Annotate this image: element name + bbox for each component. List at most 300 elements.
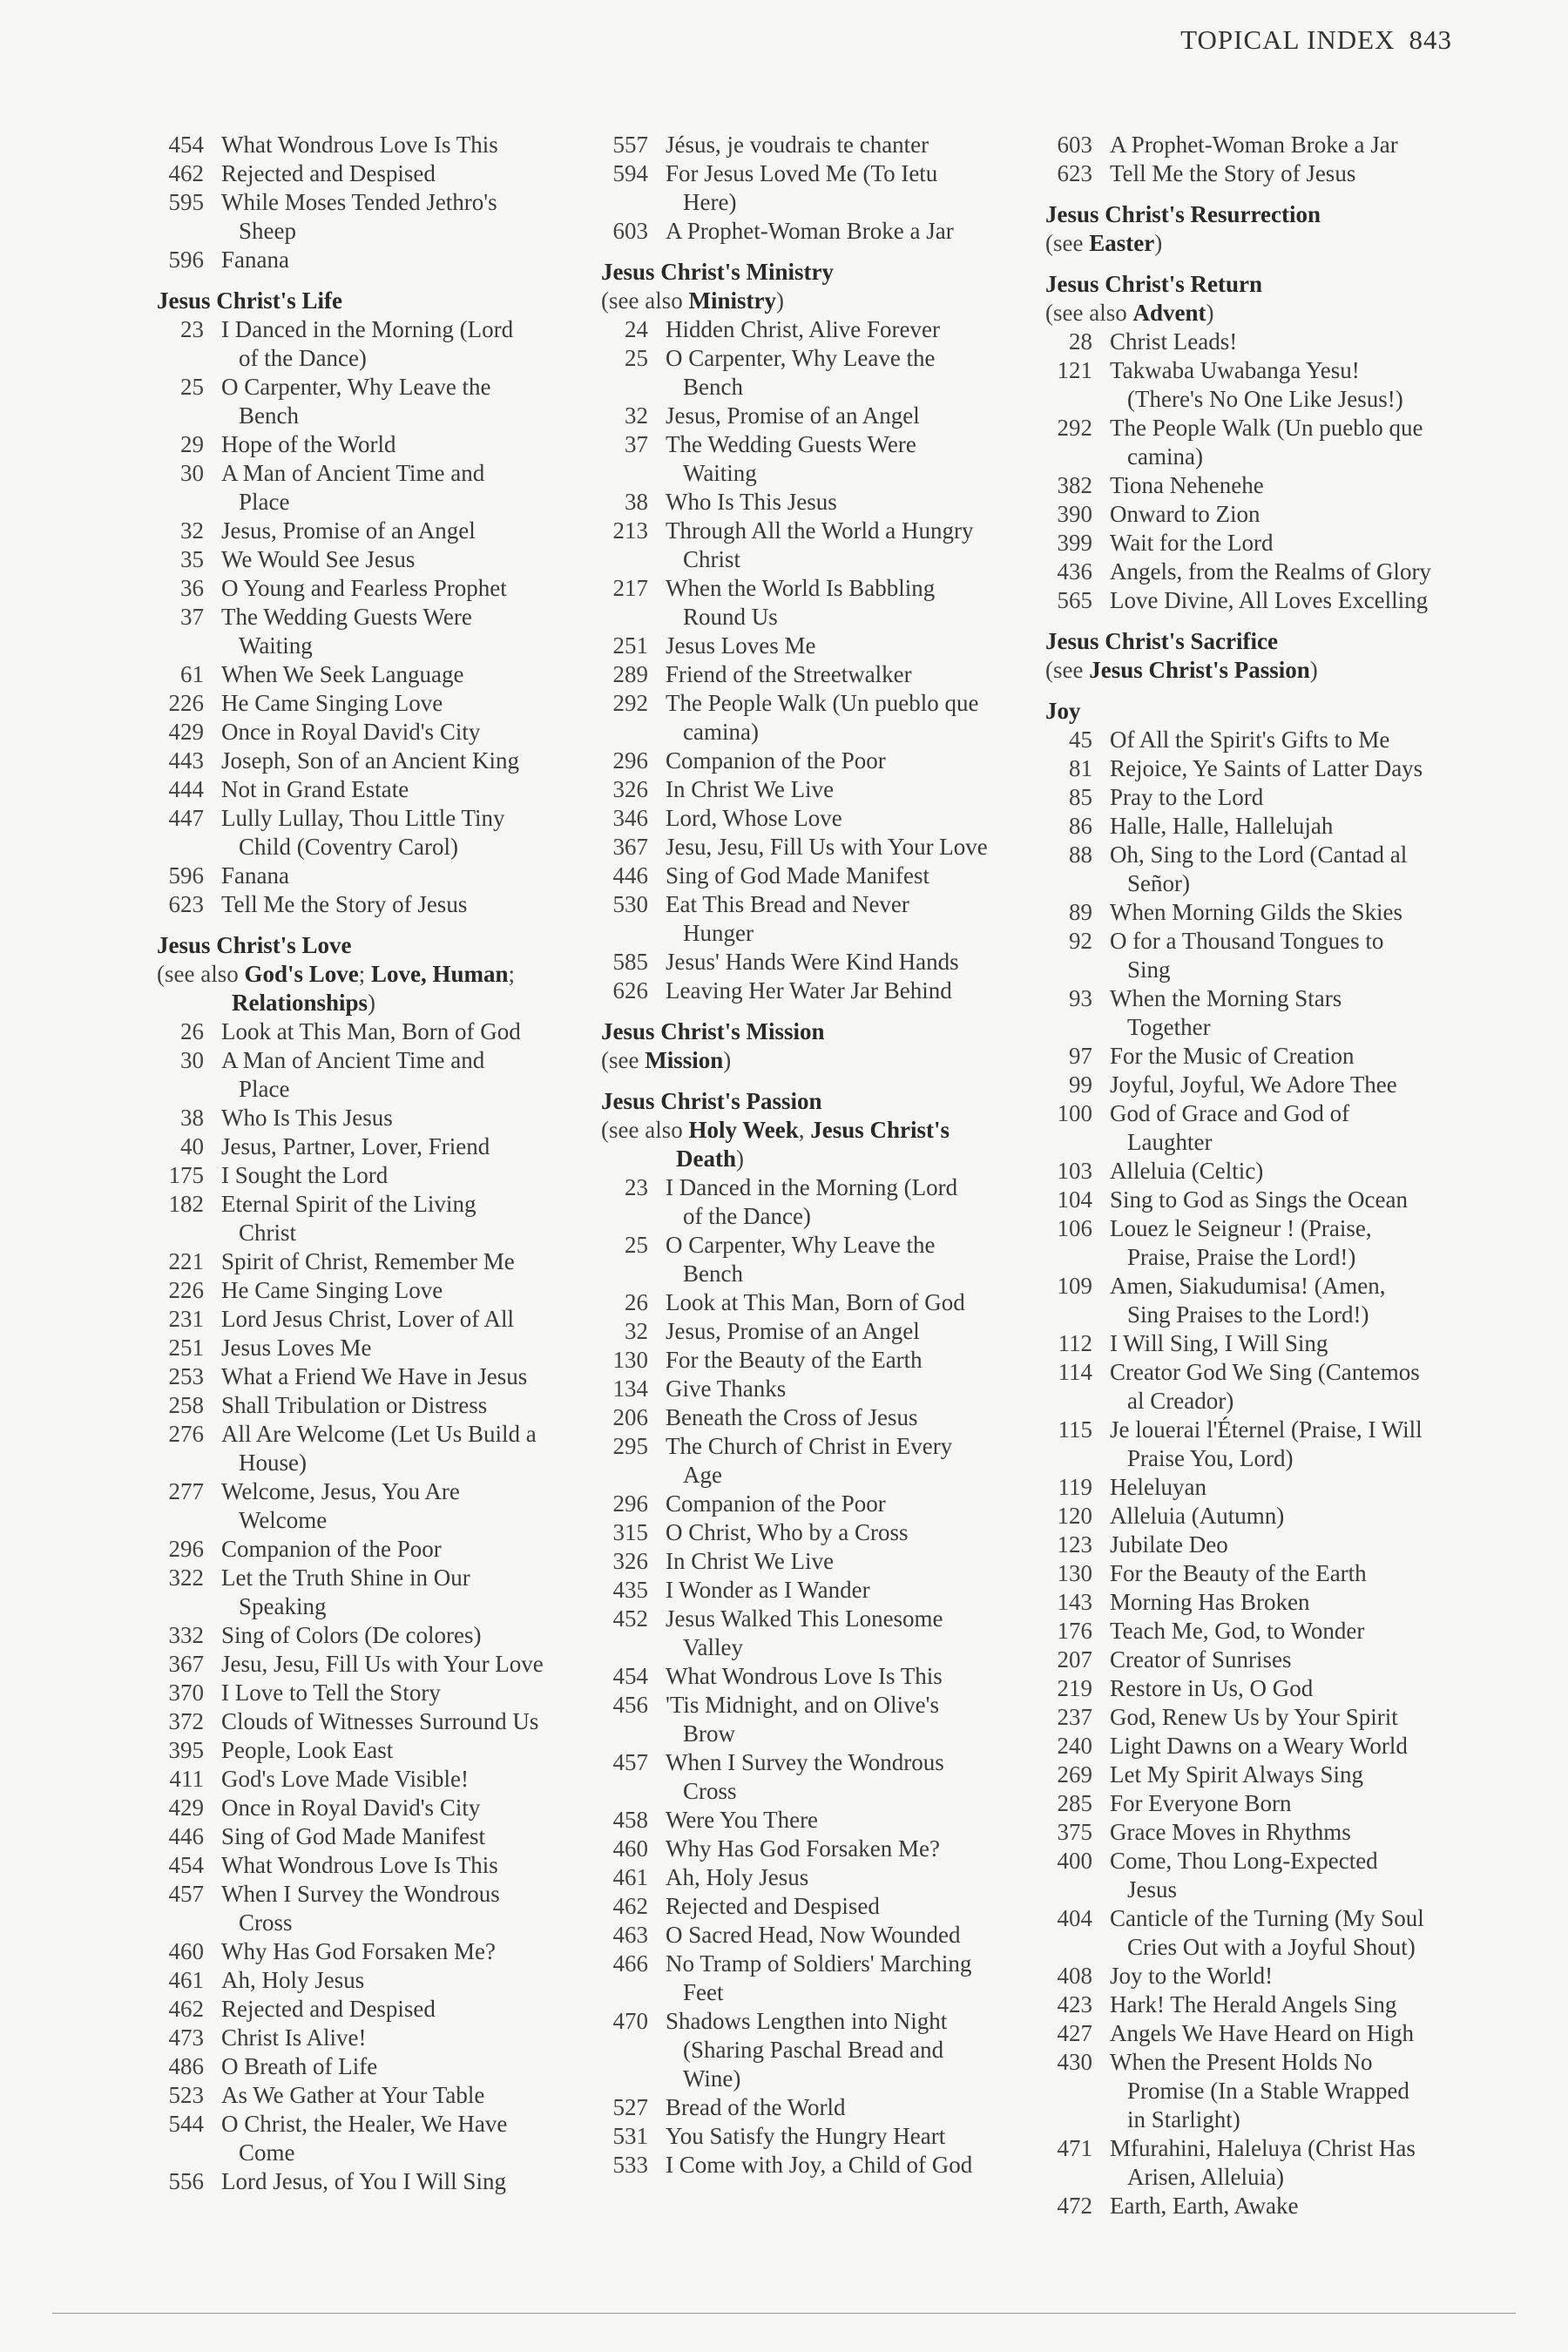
index-entry bbox=[601, 217, 1028, 246]
index-entry bbox=[601, 1748, 1028, 1806]
hymn-title bbox=[221, 2024, 584, 2052]
index-entry bbox=[157, 517, 584, 545]
index-entry bbox=[601, 131, 1028, 159]
hymn-title bbox=[666, 315, 1028, 344]
hymn-title-line: Clouds of Witnesses Surround Us bbox=[221, 1708, 539, 1734]
hymn-title bbox=[221, 862, 584, 890]
hymn-title-line: Round Us bbox=[683, 604, 778, 630]
hymn-title bbox=[666, 1892, 1028, 1921]
hymn-number: 473 bbox=[168, 2024, 204, 2051]
hymn-title-line: Give Thanks bbox=[666, 1375, 787, 1402]
hymn-number: 454 bbox=[612, 1663, 648, 1689]
hymn-number: 89 bbox=[1069, 899, 1092, 925]
index-entry bbox=[601, 1950, 1028, 2007]
hymn-title bbox=[666, 689, 1028, 747]
hymn-title bbox=[666, 1403, 1028, 1432]
index-entry bbox=[1045, 500, 1463, 529]
hymn-number: 104 bbox=[1057, 1186, 1092, 1213]
index-entry bbox=[601, 159, 1028, 217]
hymn-number: 544 bbox=[168, 2111, 204, 2137]
hymn-title-line: Rejected and Despised bbox=[666, 1893, 880, 1919]
hymn-title-line: Hunger bbox=[683, 920, 754, 946]
hymn-title bbox=[1110, 1962, 1463, 1990]
hymn-title-line: Earth, Earth, Awake bbox=[1110, 2193, 1299, 2219]
hymn-title bbox=[1110, 1071, 1463, 1099]
index-title: TOPICAL INDEX bbox=[1180, 24, 1396, 55]
index-entry bbox=[157, 1736, 584, 1765]
hymn-title bbox=[666, 890, 1028, 948]
hymn-title bbox=[221, 660, 584, 689]
index-entry bbox=[1045, 898, 1463, 927]
hymn-title bbox=[666, 159, 1028, 217]
index-entry bbox=[1045, 1157, 1463, 1186]
hymn-number: 460 bbox=[612, 1835, 648, 1862]
hymn-title bbox=[221, 159, 584, 188]
hymn-title-line: Place bbox=[239, 489, 290, 515]
hymn-title-line: I Love to Tell the Story bbox=[221, 1680, 441, 1706]
hymn-title bbox=[666, 1950, 1028, 2007]
hymn-title-line: Beneath the Cross of Jesus bbox=[666, 1404, 918, 1430]
cross-reference bbox=[157, 960, 584, 1017]
index-entry bbox=[1045, 1617, 1463, 1646]
hymn-title bbox=[666, 517, 1028, 574]
hymn-title-line: When We Seek Language bbox=[221, 661, 464, 687]
index-entry bbox=[601, 488, 1028, 517]
index-entry bbox=[601, 1892, 1028, 1921]
index-entry bbox=[1045, 1559, 1463, 1588]
index-entry bbox=[157, 430, 584, 459]
hymn-title bbox=[666, 1605, 1028, 1662]
hymn-title bbox=[1110, 812, 1463, 841]
hymn-number: 295 bbox=[612, 1433, 648, 1459]
hymn-title bbox=[1110, 1847, 1463, 1904]
hymn-number: 25 bbox=[180, 374, 204, 400]
hymn-number: 32 bbox=[625, 1318, 648, 1344]
cross-reference-line: Relationships) bbox=[232, 990, 376, 1016]
hymn-title-line: Jesus, Promise of an Angel bbox=[666, 1318, 920, 1344]
index-entry bbox=[157, 1046, 584, 1104]
hymn-title bbox=[666, 1346, 1028, 1375]
index-entry bbox=[1045, 328, 1463, 356]
hymn-number: 595 bbox=[168, 189, 204, 215]
hymn-title bbox=[666, 1288, 1028, 1317]
hymn-title-line: The Wedding Guests Were bbox=[221, 604, 472, 630]
hymn-title-line: O Sacred Head, Now Wounded bbox=[666, 1922, 961, 1948]
hymn-title-line: Laughter bbox=[1127, 1129, 1213, 1155]
hymn-title bbox=[1110, 1559, 1463, 1588]
hymn-title-line: Tell Me the Story of Jesus bbox=[221, 891, 468, 917]
hymn-title-line: When I Survey the Wondrous bbox=[666, 1749, 944, 1775]
index-entry bbox=[601, 1432, 1028, 1490]
hymn-title-line: Friend of the Streetwalker bbox=[666, 661, 912, 687]
index-entry bbox=[157, 1822, 584, 1851]
hymn-title-line: (Sharing Paschal Bread and bbox=[683, 2037, 944, 2063]
hymn-number: 399 bbox=[1057, 530, 1092, 556]
hymn-number: 454 bbox=[168, 132, 204, 158]
hymn-title-line: Shadows Lengthen into Night bbox=[666, 2008, 948, 2034]
hymn-title bbox=[1110, 1473, 1463, 1502]
index-entry bbox=[601, 1576, 1028, 1605]
index-entry bbox=[157, 1362, 584, 1391]
index-entry bbox=[601, 1490, 1028, 1518]
hymn-title bbox=[666, 2007, 1028, 2093]
hymn-title bbox=[1110, 1674, 1463, 1703]
hymn-title bbox=[666, 217, 1028, 246]
hymn-title bbox=[221, 2081, 584, 2110]
index-entry bbox=[601, 689, 1028, 747]
index-entry bbox=[157, 2081, 584, 2110]
index-entry bbox=[1045, 1473, 1463, 1502]
index-entry bbox=[157, 574, 584, 603]
hymn-number: 120 bbox=[1057, 1503, 1092, 1529]
index-entry bbox=[601, 1691, 1028, 1748]
hymn-number: 367 bbox=[168, 1651, 204, 1677]
hymn-title-line: In Christ We Live bbox=[666, 1548, 835, 1574]
index-entry bbox=[157, 603, 584, 660]
hymn-title-line: When I Survey the Wondrous bbox=[221, 1881, 500, 1907]
hymn-title-line: Here) bbox=[683, 189, 737, 215]
index-entry bbox=[601, 1863, 1028, 1892]
hymn-title-line: Halle, Halle, Hallelujah bbox=[1110, 813, 1334, 839]
index-entry bbox=[601, 1346, 1028, 1375]
hymn-number: 623 bbox=[168, 891, 204, 917]
hymn-title-line: Jesu, Jesu, Fill Us with Your Love bbox=[221, 1651, 544, 1677]
hymn-number: 367 bbox=[612, 834, 648, 860]
hymn-number: 251 bbox=[612, 632, 648, 659]
hymn-number: 32 bbox=[180, 517, 204, 544]
hymn-title bbox=[1110, 1818, 1463, 1847]
hymn-title-line: The People Walk (Un pueblo que bbox=[666, 690, 979, 716]
cross-reference bbox=[601, 1046, 1028, 1075]
hymn-title-line: All Are Welcome (Let Us Build a bbox=[221, 1421, 537, 1447]
hymn-title bbox=[221, 2110, 584, 2167]
index-entry bbox=[157, 1707, 584, 1736]
topic-heading: Jesus Christ's Life bbox=[157, 287, 343, 314]
index-entry bbox=[601, 430, 1028, 488]
hymn-title-line: While Moses Tended Jethro's bbox=[221, 189, 497, 215]
hymn-title-line: Bread of the World bbox=[666, 2094, 846, 2120]
hymn-title-line: (There's No One Like Jesus!) bbox=[1127, 386, 1403, 412]
hymn-title-line: camina) bbox=[683, 719, 759, 745]
hymn-title-line: Amen, Siakudumisa! (Amen, bbox=[1110, 1273, 1386, 1299]
hymn-title-line: Jesus Loves Me bbox=[221, 1335, 372, 1361]
hymn-title-line: O Carpenter, Why Leave the bbox=[666, 1232, 936, 1258]
index-entry bbox=[601, 1921, 1028, 1950]
hymn-title bbox=[221, 890, 584, 919]
index-entry bbox=[1045, 586, 1463, 615]
hymn-title-line: Angels, from the Realms of Glory bbox=[1110, 558, 1431, 585]
hymn-title bbox=[1110, 529, 1463, 558]
index-entry bbox=[1045, 471, 1463, 500]
hymn-title-line: What a Friend We Have in Jesus bbox=[221, 1363, 528, 1389]
hymn-number: 32 bbox=[625, 402, 648, 429]
hymn-number: 28 bbox=[1069, 328, 1092, 355]
hymn-title bbox=[221, 188, 584, 246]
hymn-title bbox=[1110, 1732, 1463, 1761]
hymn-title bbox=[1110, 586, 1463, 615]
hymn-title bbox=[221, 689, 584, 718]
hymn-title-line: Teach Me, God, to Wonder bbox=[1110, 1618, 1365, 1644]
hymn-title-line: Joy to the World! bbox=[1110, 1963, 1274, 1989]
running-head bbox=[1180, 24, 1452, 56]
hymn-title bbox=[666, 1518, 1028, 1547]
hymn-number: 237 bbox=[1057, 1704, 1092, 1730]
hymn-title bbox=[221, 545, 584, 574]
cross-reference-line: (see Jesus Christ's Passion) bbox=[1045, 657, 1318, 683]
hymn-number: 88 bbox=[1069, 841, 1092, 868]
hymn-title bbox=[1110, 984, 1463, 1042]
hymn-title bbox=[666, 747, 1028, 775]
hymn-title bbox=[1110, 159, 1463, 188]
hymn-title bbox=[1110, 1789, 1463, 1818]
hymn-number: 221 bbox=[168, 1248, 204, 1274]
index-entry bbox=[1045, 356, 1463, 414]
hymn-title bbox=[666, 1317, 1028, 1346]
hymn-number: 390 bbox=[1057, 501, 1092, 527]
index-entry bbox=[157, 862, 584, 890]
hymn-number: 226 bbox=[168, 690, 204, 716]
hymn-number: 395 bbox=[168, 1737, 204, 1763]
hymn-title bbox=[221, 1391, 584, 1420]
hymn-title bbox=[221, 1851, 584, 1880]
hymn-title-line: Not in Grand Estate bbox=[221, 776, 409, 802]
hymn-number: 45 bbox=[1069, 727, 1092, 753]
hymn-number: 375 bbox=[1057, 1819, 1092, 1845]
hymn-number: 443 bbox=[168, 747, 204, 774]
hymn-title bbox=[221, 1966, 584, 1995]
hymn-number: 460 bbox=[168, 1938, 204, 1964]
hymn-title bbox=[666, 862, 1028, 890]
hymn-title bbox=[666, 344, 1028, 402]
hymn-title-line: Fanana bbox=[221, 862, 289, 889]
hymn-title-line: For the Beauty of the Earth bbox=[666, 1347, 923, 1373]
hymn-number: 470 bbox=[612, 2008, 648, 2034]
hymn-number: 326 bbox=[612, 776, 648, 802]
index-entry bbox=[157, 1851, 584, 1880]
hymn-number: 463 bbox=[612, 1922, 648, 1948]
hymn-number: 25 bbox=[625, 345, 648, 371]
index-entry bbox=[601, 2151, 1028, 2180]
index-entry bbox=[601, 747, 1028, 775]
hymn-number: 175 bbox=[168, 1162, 204, 1188]
hymn-number: 251 bbox=[168, 1335, 204, 1361]
hymn-number: 315 bbox=[612, 1519, 648, 1545]
hymn-title-line: Leaving Her Water Jar Behind bbox=[666, 977, 952, 1004]
hymn-title-line: The Church of Christ in Every bbox=[666, 1433, 953, 1459]
hymn-number: 276 bbox=[168, 1421, 204, 1447]
hymn-title-line: Bench bbox=[683, 1260, 743, 1287]
hymn-number: 585 bbox=[612, 949, 648, 975]
hymn-title-line: Sing of God Made Manifest bbox=[666, 862, 929, 889]
hymn-number: 296 bbox=[612, 747, 648, 774]
hymn-number: 462 bbox=[168, 1996, 204, 2022]
hymn-title bbox=[666, 1231, 1028, 1288]
hymn-title-line: Alleluia (Autumn) bbox=[1110, 1503, 1285, 1529]
hymn-number: 471 bbox=[1057, 2135, 1092, 2161]
hymn-title-line: Joyful, Joyful, We Adore Thee bbox=[1110, 1071, 1397, 1098]
hymn-title bbox=[221, 1305, 584, 1334]
hymn-title-line: Sing bbox=[1127, 956, 1171, 983]
hymn-title-line: Joseph, Son of an Ancient King bbox=[221, 747, 519, 774]
hymn-title bbox=[221, 1535, 584, 1564]
hymn-title bbox=[221, 1276, 584, 1305]
hymn-title bbox=[1110, 1646, 1463, 1674]
hymn-title-line: O Carpenter, Why Leave the bbox=[221, 374, 491, 400]
hymn-title-line: The People Walk (Un pueblo que bbox=[1110, 415, 1423, 441]
hymn-number: 603 bbox=[1057, 132, 1092, 158]
hymn-title-line: A Man of Ancient Time and bbox=[221, 460, 485, 486]
hymn-title bbox=[1110, 726, 1463, 754]
hymn-title-line: Come bbox=[239, 2139, 295, 2166]
hymn-title bbox=[1110, 1042, 1463, 1071]
hymn-title-line: Wait for the Lord bbox=[1110, 530, 1274, 556]
hymn-title bbox=[1110, 1531, 1463, 1559]
hymn-number: 26 bbox=[180, 1018, 204, 1044]
hymn-title-line: Waiting bbox=[683, 460, 757, 486]
hymn-title bbox=[1110, 1329, 1463, 1358]
hymn-title-line: O Christ, Who by a Cross bbox=[666, 1519, 909, 1545]
cross-reference bbox=[1045, 656, 1463, 685]
hymn-title bbox=[1110, 927, 1463, 984]
hymn-title bbox=[1110, 1588, 1463, 1617]
hymn-number: 435 bbox=[612, 1577, 648, 1603]
hymn-title bbox=[1110, 1761, 1463, 1789]
hymn-number: 372 bbox=[168, 1708, 204, 1734]
index-entry bbox=[157, 545, 584, 574]
index-entry bbox=[1045, 1703, 1463, 1732]
hymn-number: 213 bbox=[612, 517, 648, 544]
hymn-title-line: Christ Leads! bbox=[1110, 328, 1238, 355]
hymn-number: 217 bbox=[612, 575, 648, 601]
index-entry bbox=[601, 804, 1028, 833]
hymn-title-line: Brow bbox=[683, 1720, 735, 1747]
hymn-title-line: Promise (In a Stable Wrapped bbox=[1127, 2078, 1409, 2104]
index-entry bbox=[601, 1605, 1028, 1662]
hymn-title-line: Rejected and Despised bbox=[221, 1996, 436, 2022]
hymn-title-line: Come, Thou Long-Expected bbox=[1110, 1848, 1378, 1874]
hymn-title bbox=[666, 1806, 1028, 1835]
hymn-number: 285 bbox=[1057, 1790, 1092, 1816]
index-entry bbox=[157, 1305, 584, 1334]
hymn-number: 423 bbox=[1057, 1991, 1092, 2017]
hymn-number: 370 bbox=[168, 1680, 204, 1706]
hymn-number: 219 bbox=[1057, 1675, 1092, 1701]
hymn-title bbox=[221, 315, 584, 373]
hymn-title-line: God of Grace and God of bbox=[1110, 1100, 1350, 1126]
hymn-number: 462 bbox=[612, 1893, 648, 1919]
hymn-title bbox=[666, 1490, 1028, 1518]
hymn-title-line: Christ Is Alive! bbox=[221, 2024, 367, 2051]
hymn-title bbox=[666, 1173, 1028, 1231]
hymn-title bbox=[1110, 1416, 1463, 1473]
hymn-number: 461 bbox=[612, 1864, 648, 1890]
index-entry bbox=[601, 1518, 1028, 1547]
hymn-title bbox=[666, 2151, 1028, 2180]
hymn-title bbox=[1110, 1617, 1463, 1646]
hymn-title-line: Hope of the World bbox=[221, 431, 396, 457]
hymn-title-line: Love Divine, All Loves Excelling bbox=[1110, 587, 1429, 613]
index-entry bbox=[157, 1880, 584, 1937]
index-entry bbox=[157, 1650, 584, 1679]
hymn-title bbox=[666, 804, 1028, 833]
index-entry bbox=[157, 159, 584, 188]
topic-heading: Jesus Christ's Love bbox=[157, 932, 352, 958]
index-entry bbox=[601, 1662, 1028, 1691]
topic-heading: Jesus Christ's Sacrifice bbox=[1045, 628, 1278, 654]
hymn-title-line: For Jesus Loved Me (To Ietu bbox=[666, 160, 938, 186]
hymn-number: 457 bbox=[168, 1881, 204, 1907]
hymn-number: 81 bbox=[1069, 755, 1092, 781]
hymn-title bbox=[1110, 2192, 1463, 2220]
index-entry bbox=[1045, 1272, 1463, 1329]
hymn-title-line: Place bbox=[239, 1076, 290, 1102]
hymn-title bbox=[1110, 356, 1463, 414]
hymn-title bbox=[221, 1621, 584, 1650]
hymn-number: 114 bbox=[1058, 1359, 1092, 1385]
hymn-title bbox=[221, 1046, 584, 1104]
index-entry bbox=[157, 1621, 584, 1650]
hymn-title-line: Speaking bbox=[239, 1593, 327, 1619]
index-entry bbox=[157, 689, 584, 718]
hymn-number: 24 bbox=[625, 316, 648, 342]
hymn-title-line: Ah, Holy Jesus bbox=[666, 1864, 809, 1890]
index-entry bbox=[601, 833, 1028, 862]
hymn-title-line: Je louerai l'Éternel (Praise, I Will bbox=[1110, 1416, 1423, 1443]
index-column-3 bbox=[1045, 131, 1463, 2220]
index-entry bbox=[1045, 1904, 1463, 1962]
hymn-title bbox=[1110, 1358, 1463, 1416]
index-entry bbox=[601, 1317, 1028, 1346]
index-entry bbox=[157, 1190, 584, 1247]
hymn-title bbox=[1110, 558, 1463, 586]
hymn-title-line: As We Gather at Your Table bbox=[221, 2082, 485, 2108]
hymn-title bbox=[221, 603, 584, 660]
hymn-number: 596 bbox=[168, 247, 204, 273]
hymn-title-line: of the Dance) bbox=[239, 345, 367, 371]
index-entry bbox=[1045, 783, 1463, 812]
hymn-title bbox=[221, 1564, 584, 1621]
hymn-title-line: I Will Sing, I Will Sing bbox=[1110, 1330, 1328, 1356]
hymn-title-line: Rejected and Despised bbox=[221, 160, 436, 186]
hymn-number: 206 bbox=[612, 1404, 648, 1430]
cross-reference-line: Death) bbox=[676, 1146, 744, 1172]
index-entry bbox=[157, 459, 584, 517]
hymn-title-line: Louez le Seigneur ! (Praise, bbox=[1110, 1215, 1372, 1241]
hymn-title bbox=[221, 373, 584, 430]
hymn-title-line: I Wonder as I Wander bbox=[666, 1577, 870, 1603]
index-entry bbox=[157, 131, 584, 159]
hymn-number: 37 bbox=[180, 604, 204, 630]
hymn-title-line: Welcome, Jesus, You Are bbox=[221, 1478, 460, 1504]
hymn-title bbox=[221, 1794, 584, 1822]
hymn-title-line: What Wondrous Love Is This bbox=[221, 1852, 498, 1878]
cross-reference-line: (see Easter) bbox=[1045, 230, 1163, 256]
hymn-number: 134 bbox=[612, 1375, 648, 1402]
hymn-title bbox=[666, 1547, 1028, 1576]
hymn-title bbox=[1110, 841, 1463, 898]
hymn-title-line: Praise, Praise the Lord!) bbox=[1127, 1244, 1356, 1270]
hymn-number: 37 bbox=[625, 431, 648, 457]
hymn-title bbox=[666, 1835, 1028, 1863]
hymn-title-line: Sheep bbox=[239, 218, 296, 244]
index-entry bbox=[1045, 1847, 1463, 1904]
index-entry bbox=[1045, 1588, 1463, 1617]
hymn-number: 531 bbox=[612, 2123, 648, 2149]
index-entry bbox=[157, 1161, 584, 1190]
hymn-title-line: O Breath of Life bbox=[221, 2053, 378, 2079]
hymn-number: 446 bbox=[612, 862, 648, 889]
hymn-title bbox=[666, 977, 1028, 1005]
